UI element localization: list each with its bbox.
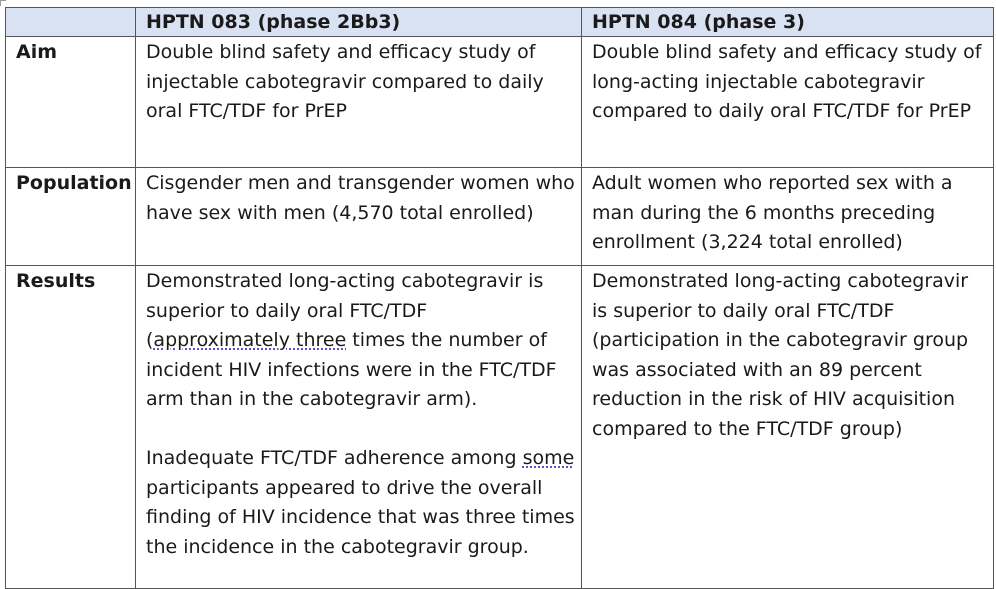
header-hptn-083: HPTN 083 (phase 2Bb3) xyxy=(136,8,582,37)
aim-hptn-084: Double blind safety and efficacy study of long-acting injectable cabotegravir compared to daily oral FTC/TDF for PrEP xyxy=(582,37,994,168)
aim-hptn-083: Double blind safety and efficacy study of injectable cabotegravir compared to daily oral FTC/TDF for PrEP xyxy=(136,37,582,168)
header-empty-cell xyxy=(6,8,136,37)
results-083-p1-text-a: Demonstrated long-acting cabotegravir is superior to daily oral FTC/TDF ( xyxy=(146,270,544,351)
spellcheck-mark-approximately-three: approximately three xyxy=(153,329,347,351)
header-hptn-084: HPTN 084 (phase 3) xyxy=(582,8,994,37)
results-083-paragraph-2 xyxy=(146,444,575,562)
header-row xyxy=(6,8,994,37)
table-row-results xyxy=(6,266,994,589)
row-label-aim: Aim xyxy=(6,37,136,168)
results-hptn-084: Demonstrated long-acting cabotegravir is superior to daily oral FTC/TDF (participation in the cabotegravir group was associated with an 89 percent reduction in the risk of HIV acquisition compared to the FTC/TDF group) xyxy=(582,266,994,589)
row-label-population: Population xyxy=(6,168,136,266)
results-083-p1-text-b: times the number of incident HIV infections were in the FTC/TDF arm than in the cabotegravir arm). xyxy=(146,329,557,410)
population-hptn-084: Adult women who reported sex with a man during the 6 months preceding enrollment (3,224 total enrolled) xyxy=(582,168,994,266)
results-hptn-083 xyxy=(136,266,582,589)
comparison-table xyxy=(5,7,994,589)
table-row-aim xyxy=(6,37,994,168)
results-083-paragraph-1 xyxy=(146,267,575,415)
spellcheck-mark-some: some xyxy=(522,447,575,469)
row-label-results: Results xyxy=(6,266,136,589)
corner-mark xyxy=(0,0,6,6)
results-083-p2-text-b: participants appeared to drive the overall finding of HIV incidence that was three times the incidence in the cabotegravir group. xyxy=(146,476,575,558)
table-row-population xyxy=(6,168,994,266)
results-083-p2-text-a: Inadequate FTC/TDF adherence among xyxy=(146,447,523,469)
population-hptn-083: Cisgender men and transgender women who have sex with men (4,570 total enrolled) xyxy=(136,168,582,266)
